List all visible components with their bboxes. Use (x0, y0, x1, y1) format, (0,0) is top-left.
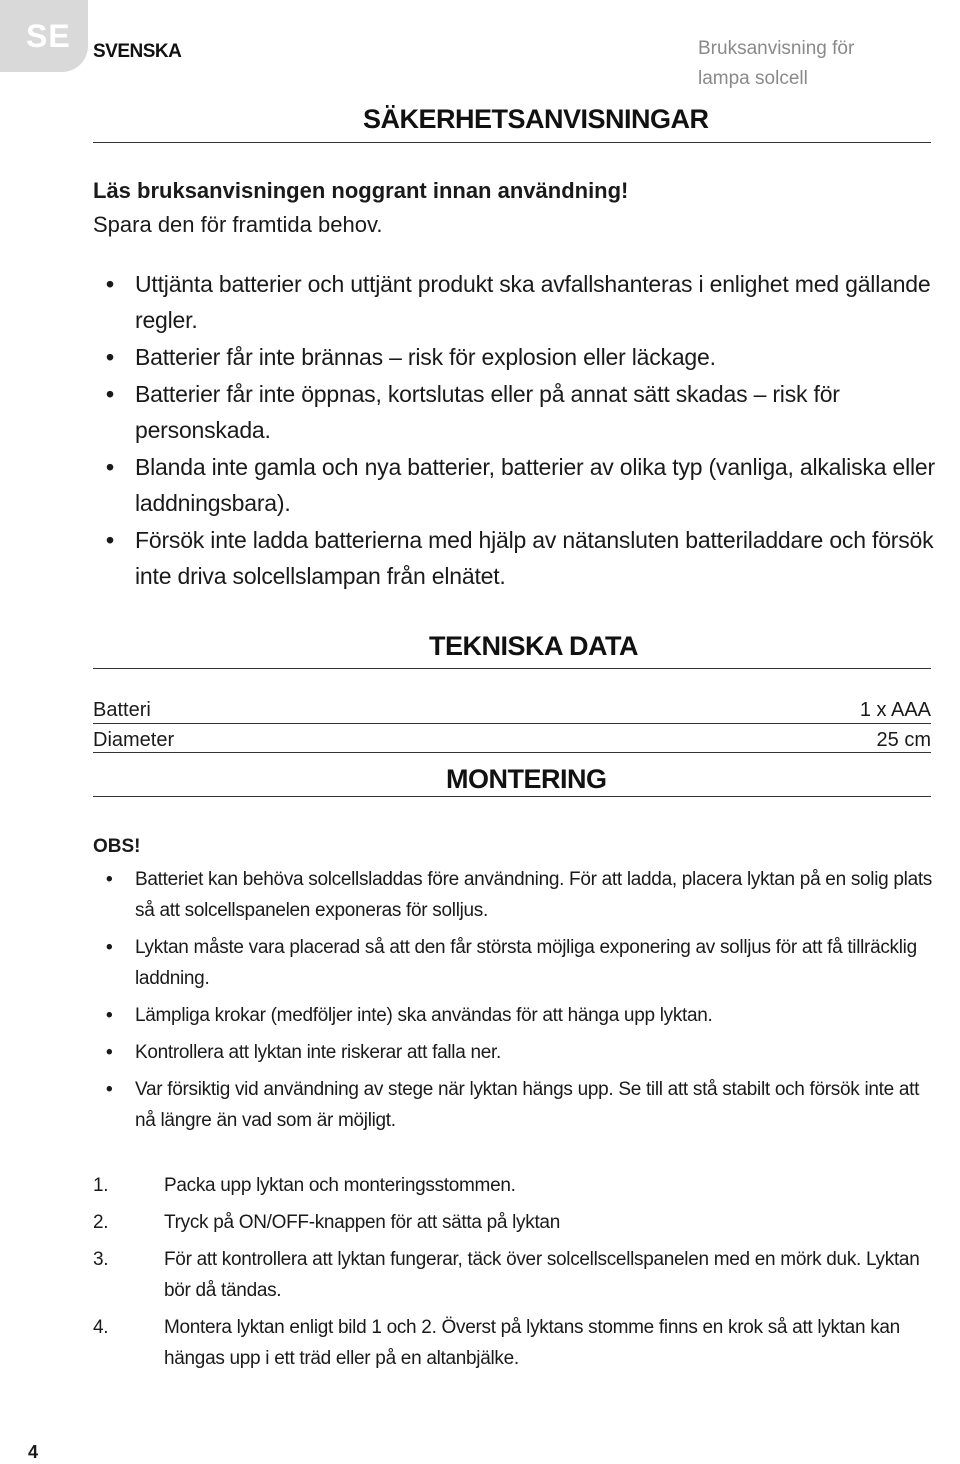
bullet-icon: • (106, 527, 114, 553)
list-item (93, 266, 940, 338)
bullet-icon: • (106, 1042, 113, 1063)
language-tab (0, 0, 88, 72)
mounting-steps (93, 1170, 940, 1380)
list-item (93, 1000, 940, 1031)
safety-intro-bold: Läs bruksanvisningen noggrant innan användning! (93, 178, 629, 203)
bullet-text: Batterier får inte brännas – risk för explosion eller läckage. (135, 344, 716, 370)
bullet-text: Lyktan måste vara placerad så att den får största möjliga exponering av solljus för att få tillräcklig laddning. (135, 937, 917, 989)
list-item (93, 864, 940, 926)
bullet-icon: • (106, 271, 114, 297)
bullet-text: Kontrollera att lyktan inte riskerar att falla ner. (135, 1042, 501, 1063)
bullet-text: Blanda inte gamla och nya batterier, batterier av olika typ (vanliga, alkaliska eller laddningsbara). (135, 454, 935, 516)
list-item (93, 449, 940, 521)
bullet-icon: • (106, 454, 114, 480)
step-number: 1. (93, 1175, 109, 1196)
bullet-text: Batterier får inte öppnas, kortslutas eller på annat sätt skadas – risk för personskada. (135, 381, 840, 443)
tech-heading: TEKNISKA DATA (429, 631, 638, 661)
step-item (93, 1244, 940, 1306)
step-number: 2. (93, 1212, 109, 1233)
list-item (93, 932, 940, 994)
document-title-line1: Bruksanvisning för (698, 38, 855, 59)
bullet-text: Försök inte ladda batterierna med hjälp av nätansluten batteriladdare och försök inte driva solcellslampan från elnätet. (135, 527, 934, 589)
mounting-divider (93, 796, 931, 797)
document-title (698, 34, 854, 94)
language-code: SE (26, 18, 71, 54)
bullet-text: Var försiktig vid användning av stege när lyktan hängs upp. Se till att stå stabilt och försök inte att nå längre än vad som är möjligt. (135, 1079, 920, 1131)
step-text: Montera lyktan enligt bild 1 och 2. Överst på lyktans stomme finns en krok så att lyktan kan hängas upp i ett träd eller på en altanbjälke. (164, 1317, 900, 1369)
bullet-text: Uttjänta batterier och uttjänt produkt ska avfallshanteras i enlighet med gällande regler. (135, 271, 931, 333)
spec-label: Diameter (93, 729, 175, 751)
spec-row-diameter (93, 727, 931, 753)
step-item (93, 1170, 940, 1201)
safety-bullet-list (93, 266, 940, 595)
document-title-line2: lampa solcell (698, 68, 808, 89)
safety-intro: Spara den för framtida behov. (93, 212, 383, 237)
bullet-text: Lämpliga krokar (medföljer inte) ska användas för att hänga upp lyktan. (135, 1005, 713, 1026)
bullet-icon: • (106, 381, 114, 407)
bullet-icon: • (106, 937, 113, 958)
language-name: SVENSKA (93, 41, 182, 62)
mounting-heading: MONTERING (446, 764, 607, 794)
obs-label: OBS! (93, 836, 141, 857)
bullet-icon: • (106, 1079, 113, 1100)
spec-value: 25 cm (876, 729, 931, 751)
step-number: 4. (93, 1317, 109, 1338)
bullet-icon: • (106, 1005, 113, 1026)
spec-label: Batteri (93, 699, 151, 721)
tech-divider (93, 668, 931, 669)
step-item (93, 1207, 940, 1238)
step-item (93, 1312, 940, 1374)
mounting-bullet-list (93, 864, 940, 1142)
bullet-icon: • (106, 344, 114, 370)
spec-row-battery (93, 697, 931, 724)
safety-divider (93, 142, 931, 143)
list-item (93, 376, 940, 448)
step-text: Tryck på ON/OFF-knappen för att sätta på lyktan (164, 1212, 560, 1233)
safety-heading: SÄKERHETSANVISNINGAR (363, 104, 709, 134)
list-item (93, 522, 940, 594)
spec-value: 1 x AAA (859, 699, 931, 721)
list-item (93, 339, 940, 375)
step-text: Packa upp lyktan och monteringsstommen. (164, 1175, 516, 1196)
list-item (93, 1037, 940, 1068)
page-number: 4 (28, 1442, 39, 1462)
bullet-text: Batteriet kan behöva solcellsladdas före användning. För att ladda, placera lyktan på en solig plats så att solcellspanelen exponeras för solljus. (135, 869, 933, 921)
list-item (93, 1074, 940, 1136)
step-text: För att kontrollera att lyktan fungerar, täck över solcellscellspanelen med en mörk duk. Lyktan bör då tändas. (164, 1249, 920, 1301)
bullet-icon: • (106, 869, 113, 890)
step-number: 3. (93, 1249, 109, 1270)
